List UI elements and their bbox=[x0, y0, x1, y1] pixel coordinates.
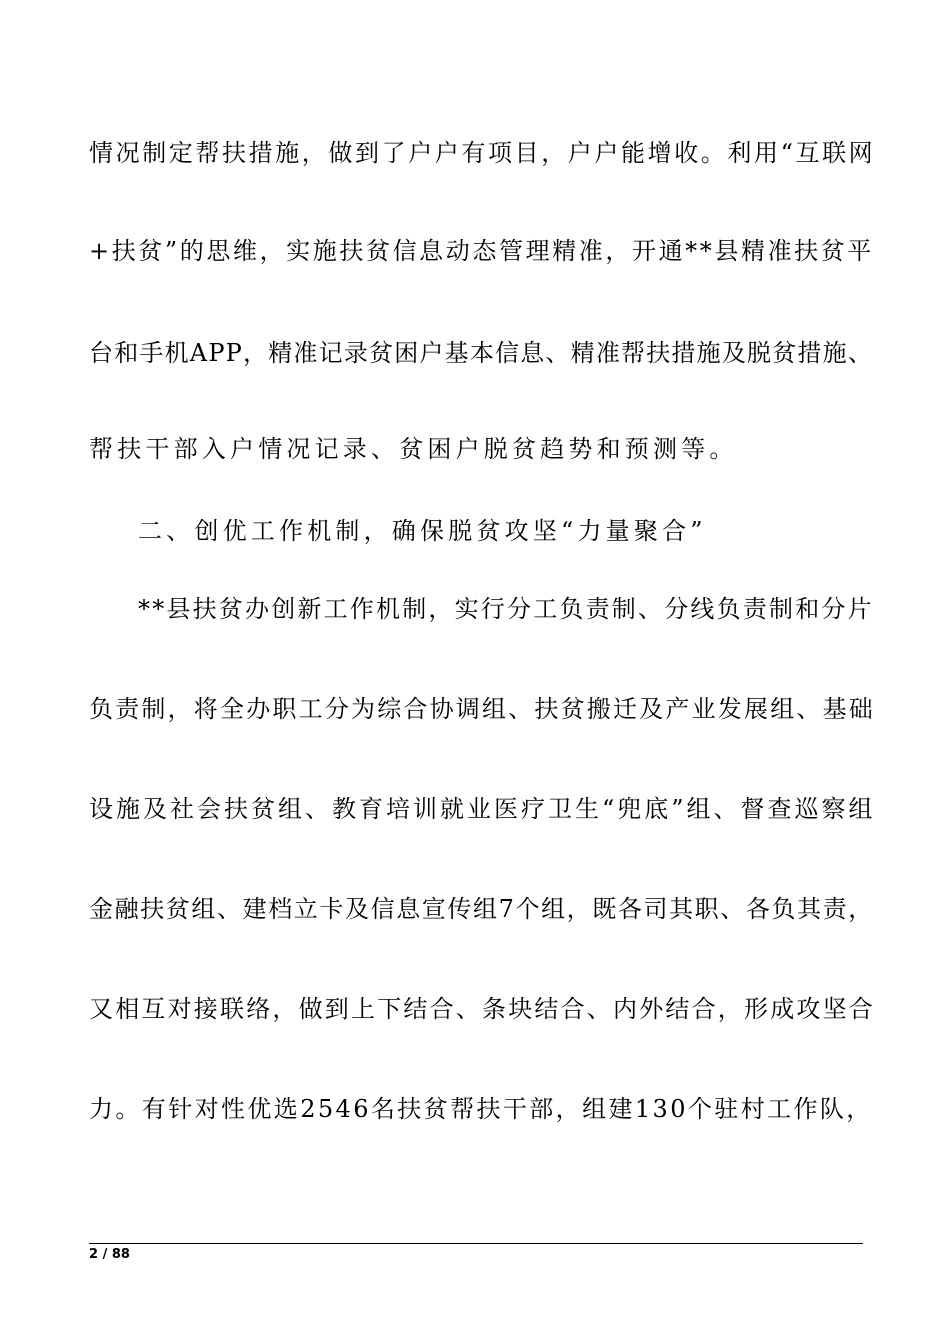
body-text-line: 设施及社会扶贫组、教育培训就业医疗卫生“兜底”组、督查巡察组 bbox=[89, 795, 876, 823]
body-text-line: 情况制定帮扶措施，做到了户户有项目，户户能增收。利用“互联网 bbox=[89, 139, 876, 167]
page-number: 2 / 88 bbox=[89, 1247, 130, 1262]
paragraph-first-line: **县扶贫办创新工作机制，实行分工负责制、分线负责制和分片 bbox=[138, 595, 874, 623]
body-text-line: 负责制，将全办职工分为综合协调组、扶贫搬迁及产业发展组、基础 bbox=[89, 695, 875, 723]
body-text-line: 金融扶贫组、建档立卡及信息宣传组7个组，既各司其职、各负其责， bbox=[89, 895, 874, 923]
footer-divider bbox=[89, 1243, 863, 1244]
body-text-line: 力。有针对性优选2546名扶贫帮扶干部，组建130个驻村工作队， bbox=[89, 1095, 873, 1123]
body-text-line: +扶贫”的思维，实施扶贫信息动态管理精准，开通**县精准扶贫平 bbox=[89, 237, 874, 265]
body-text-line: 又相互对接联络，做到上下结合、条块结合、内外结合，形成攻坚合 bbox=[89, 995, 875, 1023]
body-text-line: 台和手机APP，精准记录贫困户基本信息、精准帮扶措施及脱贫措施、 bbox=[89, 339, 874, 367]
section-heading: 二、创优工作机制，确保脱贫攻坚“力量聚合” bbox=[138, 517, 707, 545]
body-text-line: 帮扶干部入户情况记录、贫困户脱贫趋势和预测等。 bbox=[89, 435, 738, 463]
